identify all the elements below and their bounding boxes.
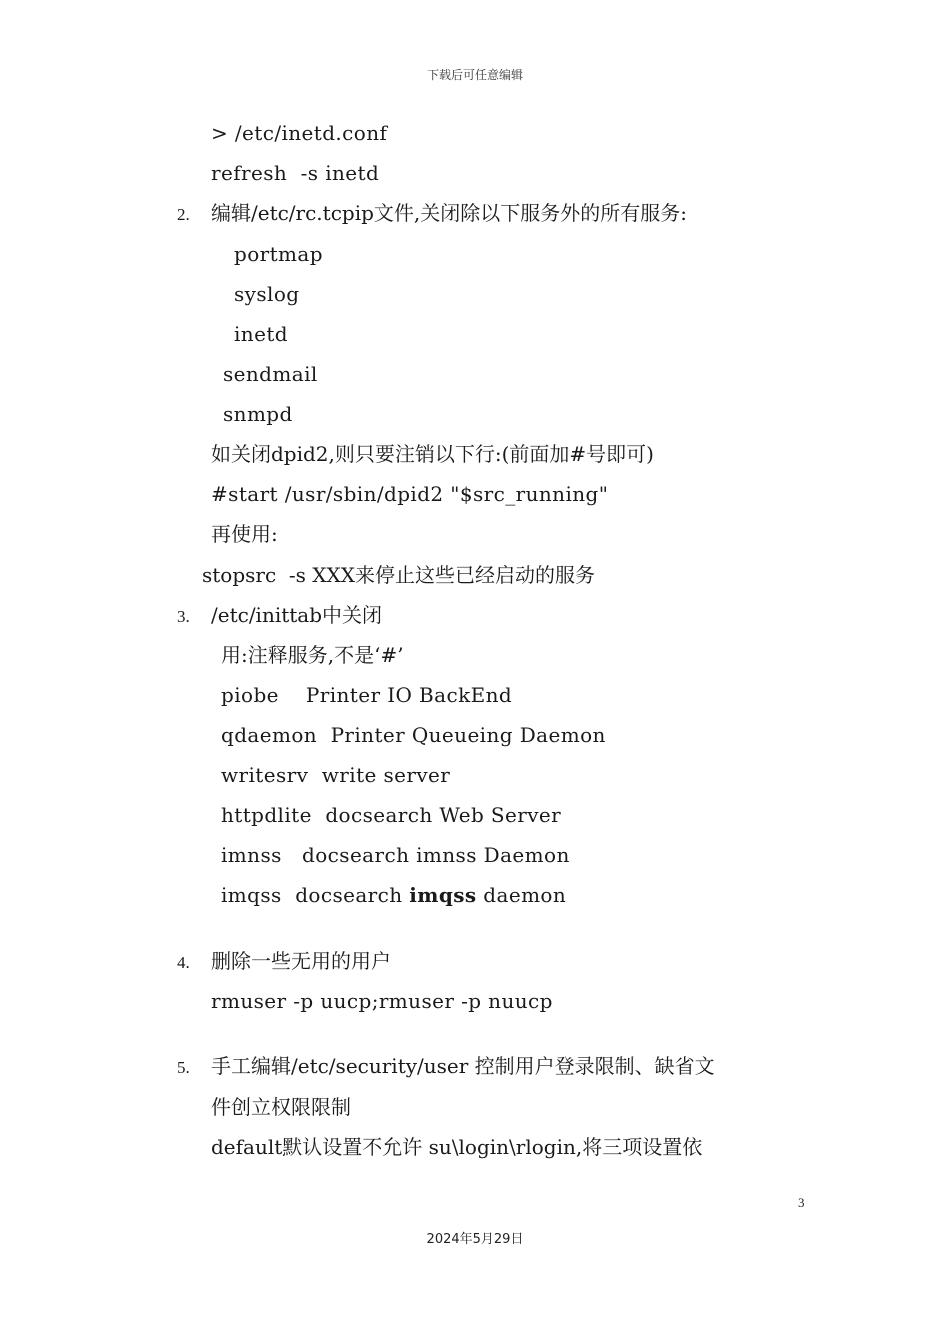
footer-date: 2024年5月29日: [426, 1232, 524, 1247]
service-name: inetd: [234, 322, 288, 346]
code-line: [221, 883, 566, 907]
code-text: daemon: [476, 883, 567, 907]
code-text-bold: imqss: [409, 883, 477, 907]
list-number: 2.: [177, 205, 190, 224]
service-name: syslog: [234, 282, 300, 306]
list-item-text: /etc/inittab中关闭: [211, 603, 383, 627]
service-name: portmap: [234, 242, 323, 266]
body-text: 再使用:: [211, 522, 278, 546]
code-line: piobe Printer IO BackEnd: [221, 683, 513, 707]
body-text: default默认设置不允许 su\login\rlogin,将三项设置依: [211, 1135, 703, 1159]
page-number: 3: [798, 1195, 805, 1210]
list-number: 3.: [177, 607, 190, 626]
code-line: > /etc/inetd.conf: [211, 121, 388, 145]
service-name: snmpd: [223, 402, 293, 426]
code-line: rmuser -p uucp;rmuser -p nuucp: [211, 989, 553, 1013]
body-text: stopsrc -s XXX来停止这些已经启动的服务: [202, 563, 595, 587]
code-text: imqss docsearch: [221, 883, 410, 907]
code-line: #start /usr/sbin/dpid2 "$src_running": [211, 482, 609, 506]
page-header: 下载后可任意编辑: [426, 68, 523, 82]
body-text: 如关闭dpid2,则只要注销以下行:(前面加#号即可): [211, 442, 654, 466]
code-line: writesrv write server: [221, 763, 451, 787]
code-line: httpdlite docsearch Web Server: [221, 803, 562, 827]
code-line: refresh -s inetd: [211, 161, 380, 185]
list-item-text: 删除一些无用的用户: [211, 949, 391, 973]
body-text: 用:注释服务,不是‘#’: [221, 643, 404, 667]
list-item-text: 件创立权限限制: [211, 1095, 351, 1119]
service-name: sendmail: [223, 362, 318, 386]
code-line: qdaemon Printer Queueing Daemon: [221, 723, 606, 747]
list-number: 5.: [177, 1058, 190, 1077]
list-number: 4.: [177, 953, 190, 972]
list-item-text: 手工编辑/etc/security/user 控制用户登录限制、缺省文: [211, 1054, 715, 1078]
code-line: imnss docsearch imnss Daemon: [221, 843, 570, 867]
list-item-text: 编辑/etc/rc.tcpip文件,关闭除以下服务外的所有服务:: [211, 201, 688, 225]
